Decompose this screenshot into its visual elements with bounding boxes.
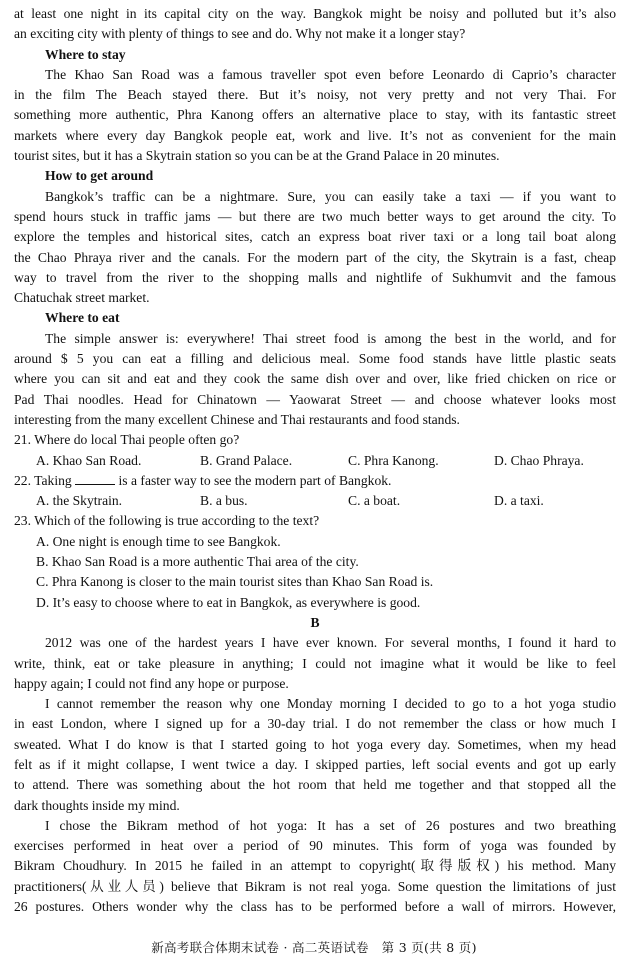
option-c[interactable]: C. a boat.	[348, 493, 401, 509]
text-line: I chose the Bikram method of hot yoga: It has a set of 26 postures and two breathing	[45, 817, 616, 833]
text-line: practitioners(从业人员) believe that Bikram is not real yoga. Some question the limitations of just	[14, 878, 616, 894]
text-line: something more authentic, Phra Kanong offers an alternative place to stay, with its fantastic street	[14, 107, 616, 123]
question-23-option-d[interactable]	[14, 593, 616, 613]
text-line: explore the temples and historical sites, catch an express boat river taxi or a long tail boat along	[14, 229, 616, 245]
option-a[interactable]: A. the Skytrain.	[36, 493, 123, 509]
text-line: way to travel from the river to the shopping malls and nightlife of Sukhumvit and the famous	[14, 269, 616, 285]
question-22-options	[14, 491, 616, 511]
option-a[interactable]: A. One night is enough time to see Bangkok.	[36, 533, 281, 549]
option-b[interactable]: B. a bus.	[200, 493, 248, 509]
question-23-stem: 23. Which of the following is true according to the text?	[14, 513, 320, 529]
text-line: happy again; I could not find any hope or purpose.	[14, 675, 289, 691]
passage-b-label: B	[310, 614, 320, 630]
text-line: Bangkok’s traffic can be a nightmare. Sure, you can easily take a taxi — if you want to	[45, 188, 616, 204]
text-line: 26 postures. Others wonder why the class has to be performed before a wall of mirrors. However,	[14, 899, 616, 915]
text-line: I cannot remember the reason why one Monday morning I decided to go to a hot yoga studio	[45, 696, 616, 712]
text-line: write, think, eat or take pleasure in anything; I could not imagine what it would be like to feel	[14, 655, 616, 671]
option-d[interactable]: D. It’s easy to choose where to eat in Bangkok, as everywhere is good.	[36, 594, 421, 610]
section-heading-eat: Where to eat	[45, 310, 120, 326]
option-d[interactable]: D. Chao Phraya.	[494, 452, 584, 468]
text-line: in the film The Beach stayed there. But it’s noisy, not very pretty and not very Thai. For	[14, 87, 616, 103]
text-line: sweated. What I do know is that I started going to hot yoga every day. Sometimes, when my head	[14, 736, 616, 752]
text-line: tourist sites, but it has a Skytrain station so you can be at the Grand Palace in 20 minutes.	[14, 148, 500, 164]
answer-blank[interactable]	[75, 472, 115, 485]
question-23-option-a[interactable]	[14, 532, 616, 552]
text-line: in east London, where I signed up for a 30-day trial. I do not remember the class or how much I	[14, 716, 616, 732]
text-line: around $ 5 you can eat a filling and delicious meal. Some food stands have little plastic seats	[14, 351, 616, 367]
question-21-stem: 21. Where do local Thai people often go?	[14, 432, 240, 448]
question-22-stem-after: is a faster way to see the modern part of Bangkok.	[118, 472, 392, 488]
page-footer: 新高考联合体期末试卷 · 高二英语试卷 第 3 页(共 8 页)	[151, 940, 477, 955]
text-line: The simple answer is: everywhere! Thai street food is among the best in the world, and for	[45, 330, 616, 346]
text-line: an exciting city with plenty of things to see and do. Why not make it a longer stay?	[14, 26, 466, 42]
text-line: the Chao Phraya river and the canals. For the modern part of the city, the Skytrain is a fast, cheap	[14, 249, 616, 265]
text-line: Chatuchak street market.	[14, 290, 150, 306]
option-b[interactable]: B. Grand Palace.	[200, 452, 293, 468]
text-line: interesting from the many excellent Chinese and Thai restaurants and food stands.	[14, 411, 460, 427]
text-line: spend hours stuck in traffic jams — but there are two much better ways to get around the city. To	[14, 208, 616, 224]
option-c[interactable]: C. Phra Kanong.	[348, 452, 439, 468]
question-22-stem	[14, 471, 616, 491]
text-line: Bikram Choudhury. In 2015 he failed in an attempt to copyright(取得版权) his method. Many	[14, 858, 616, 874]
option-d[interactable]: D. a taxi.	[494, 493, 544, 509]
question-23-option-b[interactable]	[14, 552, 616, 572]
text-line: exercises performed in heat over a period of 90 minutes. This form of yoga was founded by	[14, 838, 616, 854]
exam-page	[14, 4, 616, 917]
text-line: Pad Thai noodles. Head for Chinatown — Yaowarat Street — and choose whatever looks most	[14, 391, 616, 407]
text-line: 2012 was one of the hardest years I have ever known. For several months, I found it hard to	[45, 635, 616, 651]
text-line: markets where every day Bangkok people eat, work and live. It’s not as convenient for the main	[14, 127, 616, 143]
option-b[interactable]: B. Khao San Road is a more authentic Thai area of the city.	[36, 554, 359, 570]
section-heading-stay: Where to stay	[45, 46, 126, 62]
question-21-options	[14, 451, 616, 471]
text-line: dark thoughts inside my mind.	[14, 797, 180, 813]
text-line: The Khao San Road was a famous traveller spot even before Leonardo di Caprio’s character	[45, 66, 616, 82]
text-line: to attend. There was something about the hot room that held me together and that stopped all the	[14, 777, 616, 793]
option-a[interactable]: A. Khao San Road.	[36, 452, 142, 468]
question-23-option-c[interactable]	[14, 572, 616, 592]
text-line: felt as if it might collapse, I went twice a day. I skipped parties, left social events and got up early	[14, 756, 616, 772]
text-line: where you can sit and eat and they cook the same dish over and over, like fried chicken on rice or	[14, 371, 616, 387]
text-line: at least one night in its capital city on the way. Bangkok might be noisy and polluted but it’s also	[14, 6, 616, 21]
section-heading-around: How to get around	[45, 168, 154, 184]
question-22-stem-before: 22. Taking	[14, 472, 72, 488]
option-c[interactable]: C. Phra Kanong is closer to the main tourist sites than Khao San Road is.	[36, 574, 434, 590]
